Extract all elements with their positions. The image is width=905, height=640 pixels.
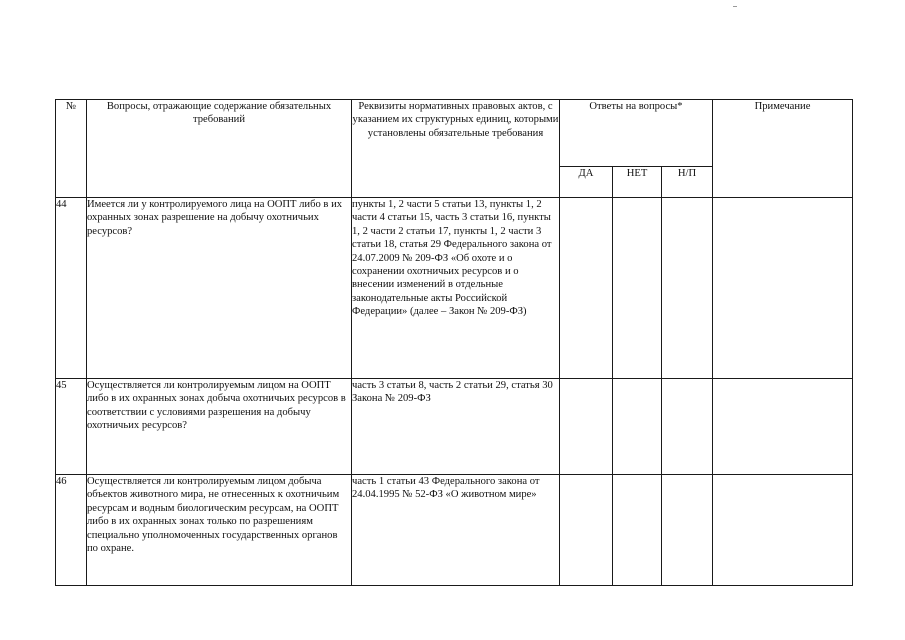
answer-no-cell[interactable] xyxy=(613,379,662,475)
row-number: 45 xyxy=(56,379,87,475)
note-cell[interactable] xyxy=(713,475,853,586)
header-row xyxy=(56,100,853,167)
note-cell[interactable] xyxy=(713,379,853,475)
row-reference: часть 3 статьи 8, часть 2 статьи 29, статья 30 Закона № 209-ФЗ xyxy=(352,379,560,475)
table-row xyxy=(56,198,853,379)
answer-yes-cell[interactable] xyxy=(560,475,613,586)
answer-no-cell[interactable] xyxy=(613,198,662,379)
answer-no-cell[interactable] xyxy=(613,475,662,586)
table-row xyxy=(56,379,853,475)
header-note: Примечание xyxy=(713,100,853,198)
answer-na-cell[interactable] xyxy=(662,379,713,475)
header-answer-no: НЕТ xyxy=(613,167,662,198)
row-number: 44 xyxy=(56,198,87,379)
row-number: 46 xyxy=(56,475,87,586)
scan-mark xyxy=(733,6,737,7)
row-reference: часть 1 статьи 43 Федерального закона от 24.04.1995 № 52-ФЗ «О животном мире» xyxy=(352,475,560,586)
header-number: № xyxy=(56,100,87,198)
row-reference: пункты 1, 2 части 5 статьи 13, пункты 1, 2 части 4 статьи 15, часть 3 статьи 16, пункты 1, 2 части 2 статьи 17, пункты 1, 2 части 3 статьи 18, статья 29 Федерального закона от 24.07.2009 № 209-ФЗ «Об охоте и о сохранении охотничьих ресурсов и о внесении изменений в отдельные законодательные акты Российской Федерации» (далее – Закон № 209-ФЗ) xyxy=(352,198,560,379)
checklist-table xyxy=(55,99,853,586)
row-question: Имеется ли у контролируемого лица на ООПТ либо в их охранных зонах разрешение на добычу охотничьих ресурсов? xyxy=(87,198,352,379)
header-references: Реквизиты нормативных правовых актов, с указанием их структурных единиц, которыми установлены обязательные требования xyxy=(352,100,560,198)
answer-na-cell[interactable] xyxy=(662,475,713,586)
header-answer-yes: ДА xyxy=(560,167,613,198)
answer-yes-cell[interactable] xyxy=(560,379,613,475)
row-question: Осуществляется ли контролируемым лицом добыча объектов животного мира, не отнесенных к охотничьим ресурсам и водным биологическим ресурсам, на ООПТ либо в их охранных зонах только по разрешениям специально уполномоченных государственных органов по охране. xyxy=(87,475,352,586)
answer-yes-cell[interactable] xyxy=(560,198,613,379)
row-question: Осуществляется ли контролируемым лицом на ООПТ либо в их охранных зонах добыча охотничьих ресурсов в соответствии с условиями разрешения на добычу охотничьих ресурсов? xyxy=(87,379,352,475)
answer-na-cell[interactable] xyxy=(662,198,713,379)
note-cell[interactable] xyxy=(713,198,853,379)
table-row xyxy=(56,475,853,586)
header-answer-na: Н/П xyxy=(662,167,713,198)
header-questions: Вопросы, отражающие содержание обязательных требований xyxy=(87,100,352,198)
header-answers: Ответы на вопросы* xyxy=(560,100,713,167)
